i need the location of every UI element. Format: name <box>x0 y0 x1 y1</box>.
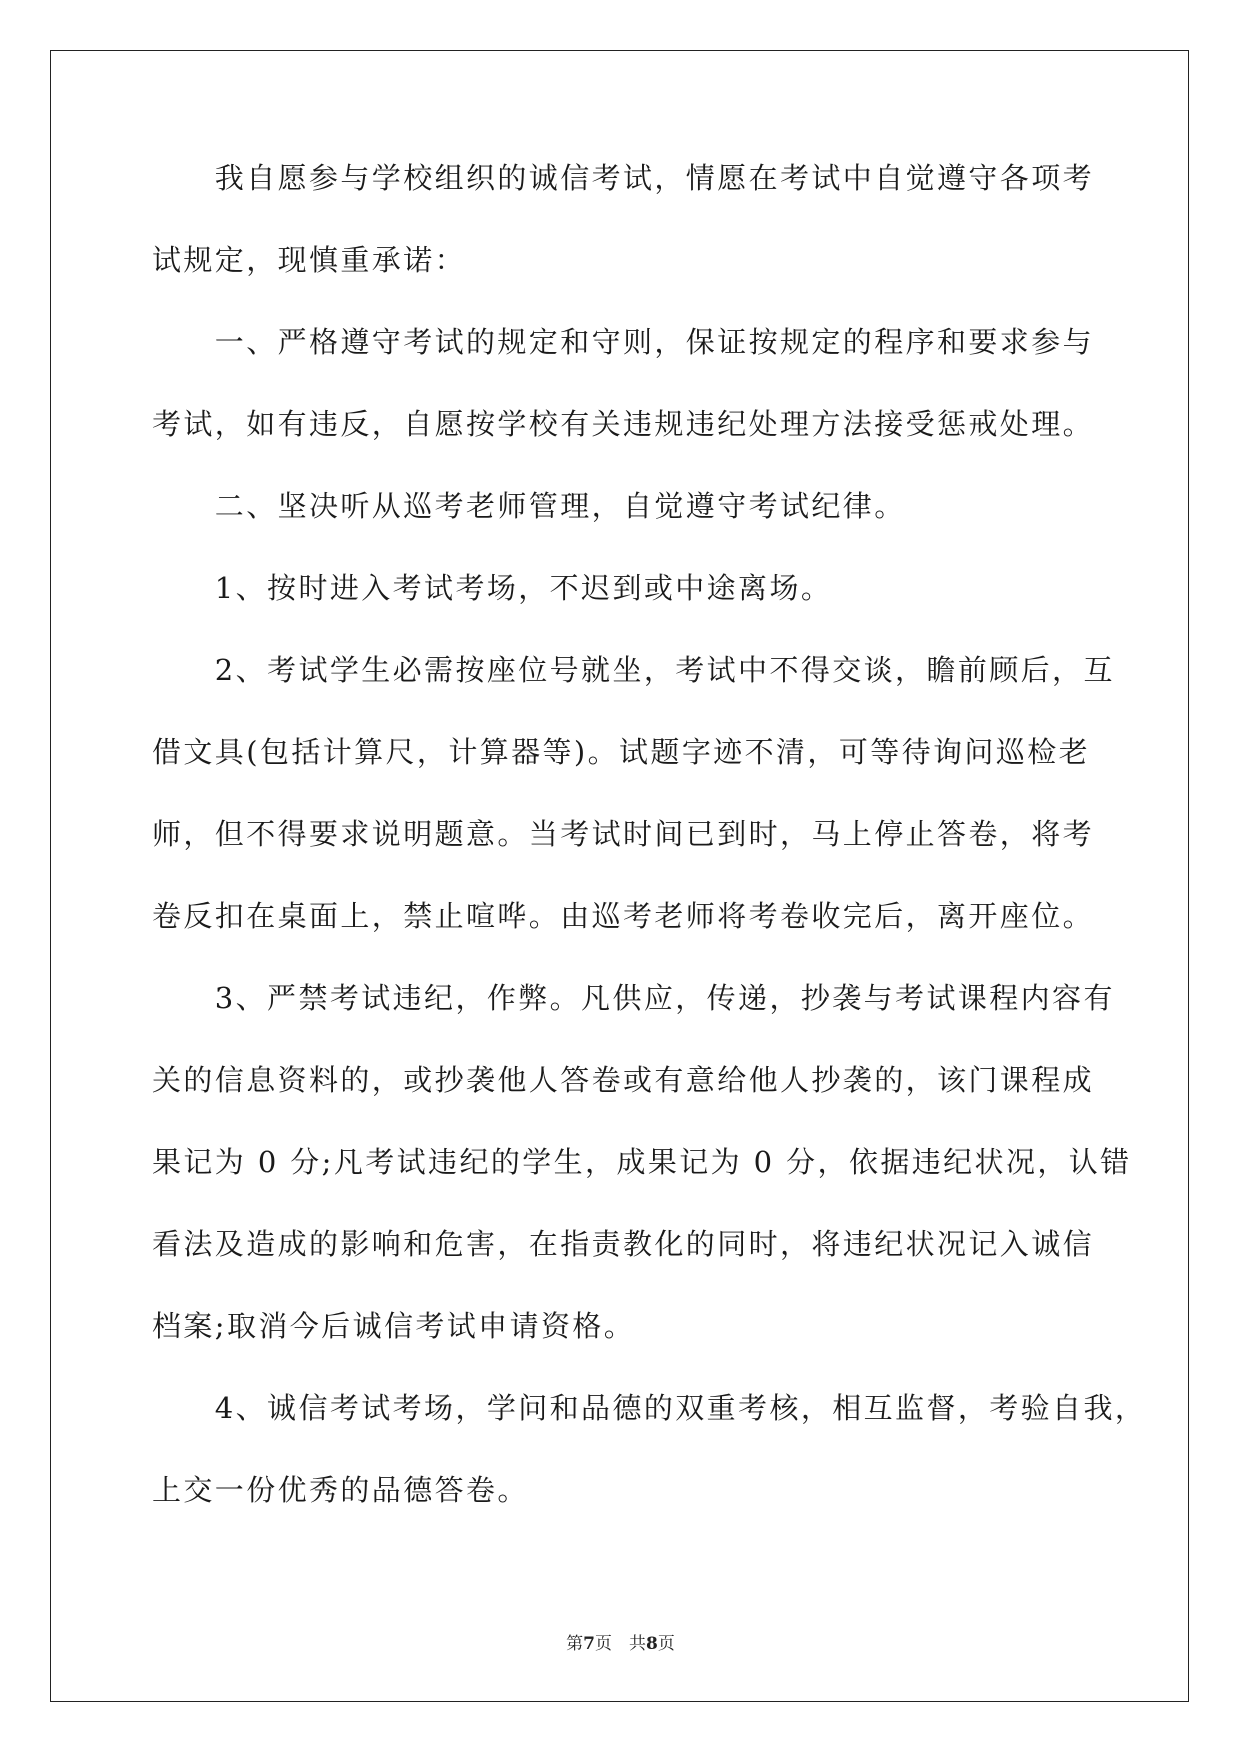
text-line: 师，但不得要求说明题意。当考试时间已到时，马上停止答卷，将考 <box>152 817 1095 851</box>
text-line: 档案;取消今后诚信考试申请资格。 <box>152 1309 636 1343</box>
text-line: 考试，如有违反，自愿按学校有关违规违纪处理方法接受惩戒处理。 <box>152 407 1095 441</box>
text-line: 我自愿参与学校组织的诚信考试，情愿在考试中自觉遵守各项考 <box>152 161 1095 195</box>
text-line: 卷反扣在桌面上，禁止喧哗。由巡考老师将考卷收完后，离开座位。 <box>152 899 1095 933</box>
text-line: 2、考试学生必需按座位号就坐，考试中不得交谈，瞻前顾后，互 <box>152 653 1115 687</box>
text-line: 一、严格遵守考试的规定和守则，保证按规定的程序和要求参与 <box>152 325 1095 359</box>
text-line: 4、诚信考试考场，学问和品德的双重考核，相互监督，考验自我， <box>152 1391 1147 1425</box>
text-line: 看法及造成的影响和危害，在指责教化的同时，将违纪状况记入诚信 <box>152 1227 1095 1261</box>
text-line: 二、坚决听从巡考老师管理，自觉遵守考试纪律。 <box>152 489 906 523</box>
footer-middle: 页 共 <box>595 1634 646 1654</box>
text-line: 上交一份优秀的品德答卷。 <box>152 1473 529 1507</box>
current-page-number: 7 <box>583 1634 595 1654</box>
footer-prefix: 第 <box>566 1634 584 1654</box>
text-line: 3、严禁考试违纪，作弊。凡供应，传递，抄袭与考试课程内容有 <box>152 981 1115 1015</box>
text-line: 试规定，现慎重承诺： <box>152 243 467 277</box>
document-body <box>152 158 1147 1552</box>
text-line: 关的信息资料的，或抄袭他人答卷或有意给他人抄袭的，该门课程成 <box>152 1063 1095 1097</box>
text-line: 借文具(包括计算尺，计算器等)。试题字迹不清，可等待询问巡检老 <box>152 735 1091 769</box>
text-line: 果记为 0 分;凡考试违纪的学生，成果记为 0 分，依据违纪状况，认错 <box>152 1145 1132 1179</box>
total-page-number: 8 <box>646 1634 658 1654</box>
text-line: 1、按时进入考试考场，不迟到或中途离场。 <box>152 571 833 605</box>
page-footer <box>0 1634 1241 1654</box>
footer-suffix: 页 <box>657 1634 675 1654</box>
